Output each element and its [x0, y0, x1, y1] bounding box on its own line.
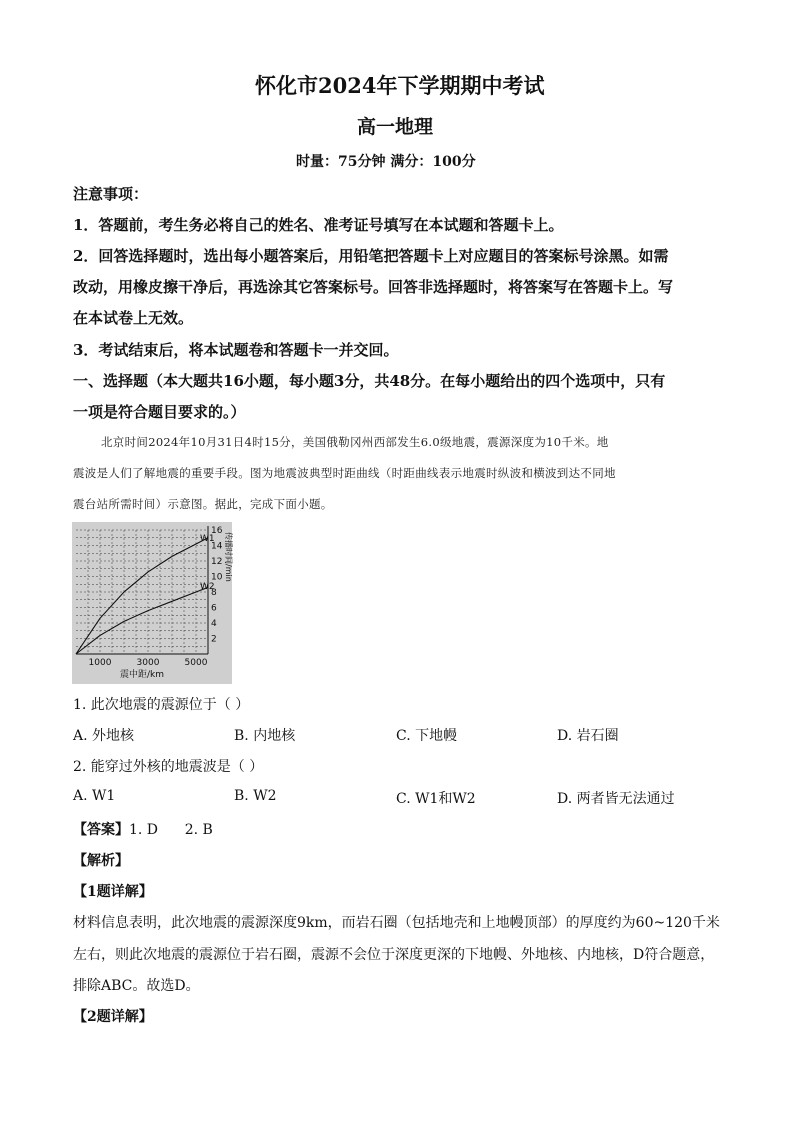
chart-svg	[72, 522, 232, 684]
exam-title: 怀化市2024年下学期期中考试	[255, 73, 545, 98]
notice-line-2c: 在本试卷上无效。	[73, 309, 194, 327]
series-label-w2: W2	[200, 582, 215, 592]
q1-option-c[interactable]: C. 下地幔	[396, 728, 458, 744]
y-tick-label: 8	[211, 588, 217, 598]
y-tick-label: 10	[211, 572, 223, 583]
notice-line-1: 1．答题前，考生务必将自己的姓名、准考证号填写在本试题和答题卡上。	[73, 216, 564, 234]
answer-tag: 【答案】	[73, 822, 129, 838]
series-label-w1: W1	[200, 533, 215, 544]
detail-2-tag: 【2题详解】	[73, 1009, 153, 1025]
q2-option-c[interactable]: C. W1和W2	[396, 791, 476, 807]
detail-1-line-3: 排除ABC。故选D。	[73, 978, 200, 994]
detail-1-line-1: 材料信息表明，此次地震的震源深度9km，而岩石圈（包括地壳和上地幔顶部）的厚度约为60~120千米	[73, 915, 720, 931]
q1-option-b[interactable]: B. 内地核	[234, 728, 296, 744]
x-tick-label: 5000	[184, 658, 208, 668]
question-2: 2. 能穿过外核的地震波是（ ）	[73, 759, 264, 775]
seismic-wave-chart	[72, 522, 232, 684]
y-tick-label: 4	[211, 619, 217, 629]
q2-option-d[interactable]: D. 两者皆无法通过	[557, 791, 675, 807]
q2-option-a[interactable]: A. W1	[73, 788, 116, 804]
notice-line-2b: 改动，用橡皮擦干净后，再选涂其它答案标号。回答非选择题时，将答案写在答题卡上。写	[73, 278, 674, 296]
notice-line-3: 3．考试结束后，将本试题卷和答题卡一并交回。	[73, 341, 399, 359]
x-axis-label: 震中距/km	[119, 670, 165, 680]
question-1: 1. 此次地震的震源位于（ ）	[73, 697, 250, 713]
notice-line-2a: 2．回答选择题时，选出每小题答案后，用铅笔把答题卡上对应题目的答案标号涂黑。如需	[73, 247, 669, 265]
stem-line-3: 震台站所需时间）示意图。据此，完成下面小题。	[73, 497, 333, 511]
y-tick-label: 12	[211, 557, 223, 567]
y-tick-label: 14	[211, 541, 223, 552]
exam-meta: 时量：75分钟 满分：100分	[296, 154, 476, 170]
detail-1-line-2: 左右，则此次地震的震源位于岩石圈，震源不会位于深度更深的下地幔、外地核、内地核，D符合题意，	[73, 947, 715, 963]
q2-option-b[interactable]: B. W2	[234, 788, 277, 804]
answer-values: 1. D 2. B	[129, 822, 213, 838]
y-tick-label: 2	[211, 634, 217, 645]
answer-line	[73, 819, 213, 839]
q1-option-a[interactable]: A. 外地核	[73, 728, 135, 744]
notice-heading: 注意事项：	[73, 185, 149, 203]
y-tick-label: 16	[211, 526, 223, 536]
stem-line-2: 震波是人们了解地震的重要手段。图为地震波典型时距曲线（时距曲线表示地震时纵波和横波到达不同地	[73, 466, 616, 480]
y-axis-label: 传播时间/min	[224, 532, 233, 582]
detail-1-tag: 【1题详解】	[73, 884, 153, 900]
x-tick-label: 3000	[136, 658, 160, 668]
section-heading-1: 一、选择题（本大题共16小题，每小题3分，共48分。在每小题给出的四个选项中，只有	[73, 372, 666, 390]
stem-line-1: 北京时间2024年10月31日4时15分，美国俄勒冈州西部发生6.0级地震，震源深度为10千米。地	[101, 435, 609, 449]
analysis-tag: 【解析】	[73, 853, 129, 869]
section-heading-2: 一项是符合题目要求的。）	[73, 403, 246, 421]
y-tick-label: 6	[211, 603, 217, 614]
q1-option-d[interactable]: D. 岩石圈	[557, 728, 619, 744]
exam-subject: 高一地理	[357, 116, 434, 138]
x-tick-label: 1000	[88, 658, 112, 668]
